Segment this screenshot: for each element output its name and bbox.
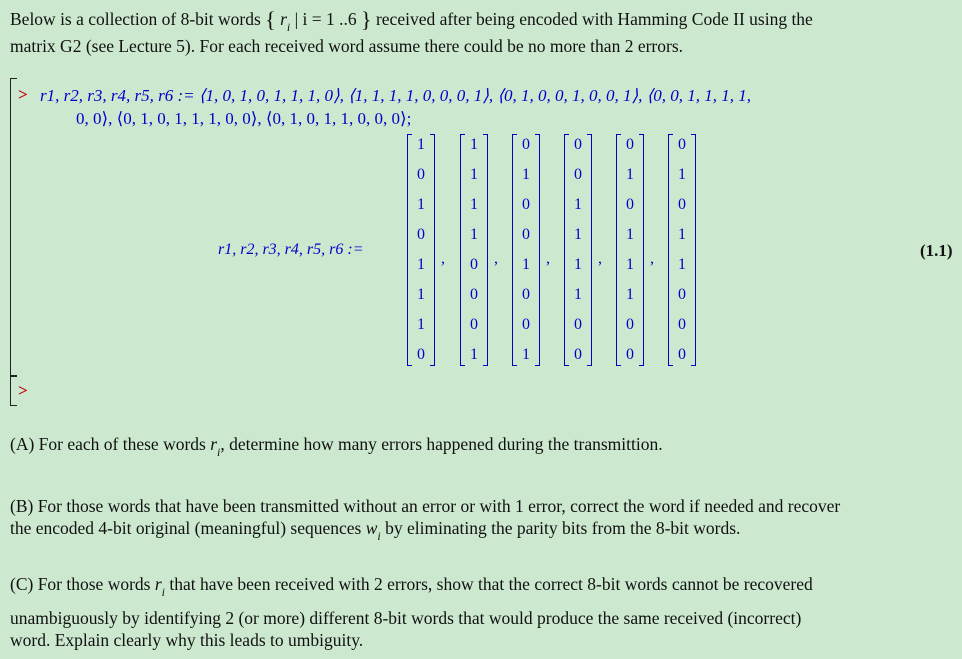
output-lhs: r1, r2, r3, r4, r5, r6 := [218, 241, 364, 258]
vector-separator-comma: , [650, 250, 654, 267]
question-b-sub: i [377, 529, 381, 543]
vector-entry: 1 [574, 196, 582, 213]
vector-entry: 1 [522, 166, 530, 183]
vector-entry: 1 [417, 286, 425, 303]
equation-label: (1.1) [920, 241, 953, 260]
input-command-line-1[interactable]: r1, r2, r3, r4, r5, r6 := ⟨1, 0, 1, 0, 1, 1, 1, 0⟩, ⟨1, 1, 1, 1, 0, 0, 0, 1⟩, ⟨0, 1, 0, 0, 1, 0, 0, 1⟩, ⟨0, 0, 1, 1, 1, 1, [40, 86, 752, 105]
vector-entry: 1 [678, 256, 686, 273]
vector-entry: 1 [574, 226, 582, 243]
vector-entry: 0 [574, 136, 582, 153]
vector-entry: 0 [678, 346, 686, 363]
vector-entry: 1 [626, 166, 634, 183]
vector-separator-comma: , [494, 250, 498, 267]
vector-entry: 1 [470, 196, 478, 213]
vector-entry: 1 [470, 166, 478, 183]
empty-group-bracket[interactable] [10, 376, 17, 406]
column-vector-r5 [616, 134, 644, 366]
empty-prompt[interactable]: > [18, 381, 28, 400]
vector-entry: 0 [417, 166, 425, 183]
vector-entry: 0 [678, 316, 686, 333]
vector-entry: 0 [522, 316, 530, 333]
vector-entry: 0 [626, 346, 634, 363]
vector-entry: 1 [522, 346, 530, 363]
vector-entry: 0 [574, 166, 582, 183]
vector-entry: 1 [470, 136, 478, 153]
vector-entry: 0 [626, 196, 634, 213]
column-vector-r6 [668, 134, 696, 366]
intro-line-2: matrix G2 (see Lecture 5). For each received word assume there could be no more than 2 errors. [10, 36, 683, 56]
input-prompt[interactable]: > [18, 85, 28, 104]
vector-entry: 1 [626, 256, 634, 273]
vector-entry: 1 [678, 226, 686, 243]
vector-entry: 0 [470, 256, 478, 273]
vector-entry: 1 [574, 256, 582, 273]
vector-entry: 0 [417, 346, 425, 363]
vector-entry: 0 [574, 346, 582, 363]
vector-entry: 0 [626, 136, 634, 153]
intro-text: Below is a collection of 8-bit words [10, 9, 261, 29]
vector-entry: 1 [417, 316, 425, 333]
vector-entry: 1 [626, 226, 634, 243]
vector-entry: 1 [417, 256, 425, 273]
vector-entry: 0 [574, 316, 582, 333]
vector-entry: 0 [626, 316, 634, 333]
vector-entry: 1 [417, 196, 425, 213]
question-a-text-end: , determine how many errors happened during the transmittion. [220, 434, 663, 454]
question-a-sub: i [217, 445, 221, 459]
column-vector-r3 [512, 134, 540, 366]
vector-separator-comma: , [546, 250, 550, 267]
intro-line-1 [10, 5, 813, 34]
vector-entry: 0 [678, 136, 686, 153]
set-index: i [286, 20, 291, 34]
question-b-text: the encoded 4-bit original (meaningful) sequences [10, 518, 362, 538]
input-command-line-2[interactable]: 0, 0⟩, ⟨0, 1, 0, 1, 1, 1, 0, 0⟩, ⟨0, 1, 0, 1, 1, 0, 0, 0⟩; [76, 109, 412, 128]
vector-entry: 1 [522, 256, 530, 273]
set-close-brace: } [361, 7, 372, 32]
vector-entry: 0 [678, 196, 686, 213]
vector-entry: 1 [470, 346, 478, 363]
vector-separator-comma: , [598, 250, 602, 267]
vector-entry: 1 [417, 136, 425, 153]
vector-entry: 1 [678, 166, 686, 183]
set-condition: | i = 1 ..6 [294, 9, 357, 29]
question-c-text: (C) For those words [10, 574, 151, 594]
vector-entry: 0 [522, 286, 530, 303]
execution-group-bracket[interactable] [10, 78, 17, 376]
vector-entry: 0 [470, 316, 478, 333]
column-vector-r2 [460, 134, 488, 366]
vector-entry: 0 [470, 286, 478, 303]
question-c-line-1 [10, 574, 813, 599]
vector-entry: 0 [417, 226, 425, 243]
question-c-line-2: unambiguously by identifying 2 (or more) different 8-bit words that would produce the same received (incorrect) [10, 608, 802, 628]
set-variable: r [280, 9, 287, 29]
vector-entry: 0 [522, 196, 530, 213]
question-b-line-1: (B) For those words that have been transmitted without an error or with 1 error, correct the word if needed and recover [10, 496, 841, 516]
intro-text-continued: received after being encoded with Hamming Code II using the [375, 9, 813, 29]
vector-entry: 0 [678, 286, 686, 303]
column-vector-r1 [407, 134, 435, 366]
vector-entry: 1 [470, 226, 478, 243]
vector-entry: 0 [522, 136, 530, 153]
question-a-text: (A) For each of these words [10, 434, 206, 454]
question-a-var: r [210, 434, 218, 454]
vector-separator-comma: , [441, 250, 445, 267]
question-b-line-2 [10, 518, 741, 543]
vector-entry: 1 [574, 286, 582, 303]
question-b-text-end: by eliminating the parity bits from the 8-bit words. [385, 518, 741, 538]
set-open-brace: { [265, 7, 276, 32]
question-c-line-3: word. Explain clearly why this leads to umbiguity. [10, 630, 364, 650]
column-vector-r4 [564, 134, 592, 366]
question-c-text-end: that have been received with 2 errors, show that the correct 8-bit words cannot be recovered [169, 574, 813, 594]
vector-entry: 0 [522, 226, 530, 243]
vector-entry: 1 [626, 286, 634, 303]
question-c-sub: i [161, 585, 166, 599]
question-c-var: r [154, 574, 162, 594]
question-a [10, 434, 663, 459]
question-b-var: w [365, 518, 378, 538]
